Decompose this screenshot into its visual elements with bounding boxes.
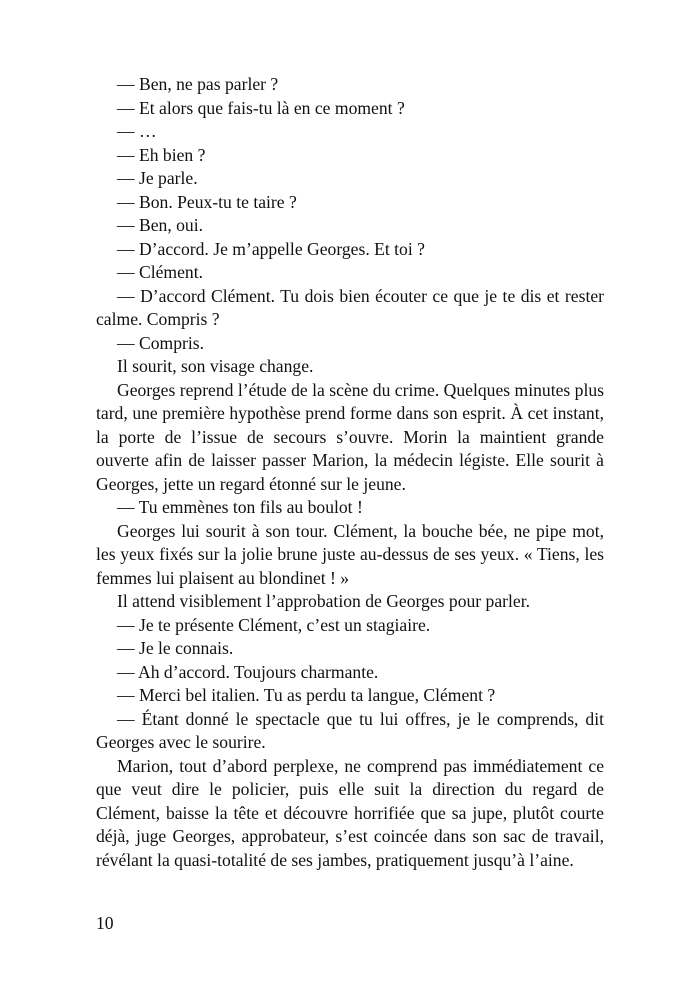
paragraph: — Compris.	[117, 332, 204, 353]
paragraph: — Je te présente Clément, c’est un stagiaire.	[117, 614, 431, 635]
paragraph: Marion, tout d’abord perplexe, ne comprend pas immédiatement ce que veut dire le policier, puis elle suit la direction du regard de Clément, baisse la tête et découvre horrifiée que sa jupe, plutôt courte déjà, juge Georges, approbateur, s’est coincée dans son sac de travail, révélant la quasi-totalité de ses jambes, pratiquement jusqu’à l’aine.	[96, 755, 604, 870]
paragraph: — Et alors que fais-tu là en ce moment ?	[117, 97, 405, 118]
paragraph: Il attend visiblement l’approbation de Georges pour parler.	[117, 591, 531, 611]
paragraph: — Ben, ne pas parler ?	[117, 74, 279, 94]
paragraph: — …	[117, 121, 157, 141]
paragraph: — Bon. Peux-tu te taire ?	[117, 191, 297, 212]
paragraph: — D’accord Clément. Tu dois bien écouter ce que je te dis et rester calme. Compris ?	[96, 285, 604, 329]
paragraph: — Étant donné le spectacle que tu lui offres, je le comprends, dit Georges avec le sourire.	[96, 708, 604, 752]
paragraph: — D’accord. Je m’appelle Georges. Et toi ?	[117, 238, 425, 259]
paragraph: — Ah d’accord. Toujours charmante.	[117, 661, 379, 682]
paragraph: — Je le connais.	[117, 638, 234, 658]
paragraph: — Clément.	[117, 262, 204, 282]
paragraph: Il sourit, son visage change.	[117, 356, 314, 376]
page-number: 10	[96, 913, 114, 933]
paragraph: — Je parle.	[117, 168, 198, 188]
page-body	[96, 73, 604, 872]
paragraph: — Merci bel italien. Tu as perdu ta langue, Clément ?	[117, 685, 496, 705]
paragraph: — Tu emmènes ton fils au boulot !	[117, 497, 363, 517]
paragraph: — Ben, oui.	[117, 215, 204, 235]
paragraph: Georges lui sourit à son tour. Clément, la bouche bée, ne pipe mot, les yeux fixés sur la jolie brune juste au-dessus de ses yeux. « Tiens, les femmes lui plaisent au blondinet ! »	[96, 520, 604, 588]
paragraph: Georges reprend l’étude de la scène du crime. Quelques minutes plus tard, une première hypothèse prend forme dans son esprit. À cet instant, la porte de l’issue de secours s’ouvre. Morin la maintient grande ouverte afin de laisser passer Marion, la médecin légiste. Elle sourit à Georges, jette un regard étonné sur le jeune.	[96, 379, 604, 494]
paragraph: — Eh bien ?	[117, 144, 206, 165]
